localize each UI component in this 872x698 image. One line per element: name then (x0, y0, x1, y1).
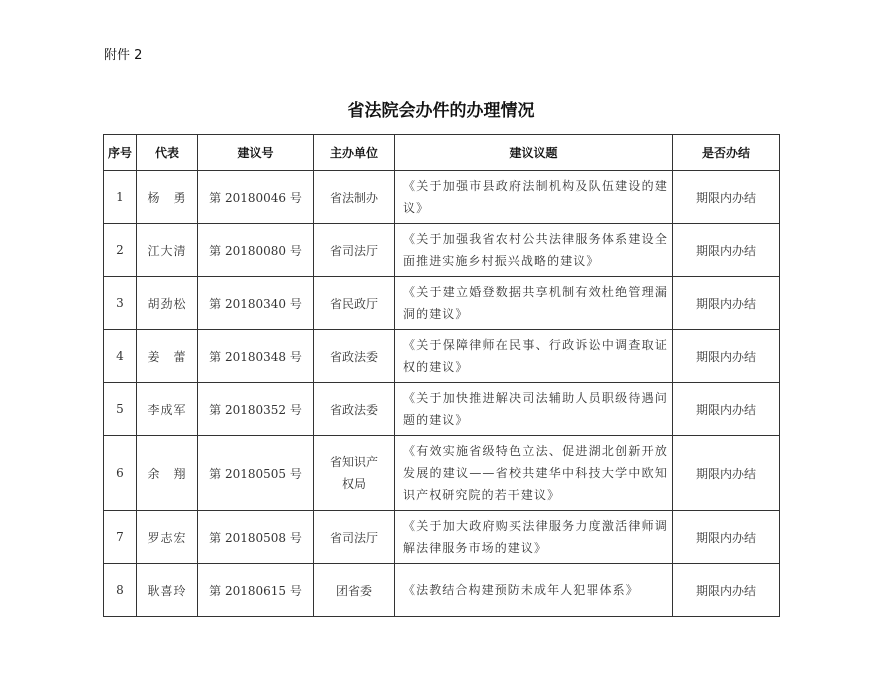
attachment-label: 附件 2 (104, 48, 143, 63)
table-row (104, 171, 780, 224)
header-representative: 代表 (137, 135, 198, 171)
header-lead-unit: 主办单位 (314, 135, 395, 171)
lead-unit-line-2: 权局 (341, 477, 366, 491)
cell-status: 期限内办结 (673, 511, 780, 564)
cell-status: 期限内办结 (673, 383, 780, 436)
cell-topic: 《关于加强我省农村公共法律服务体系建设全面推进实施乡村振兴战略的建议》 (395, 224, 673, 277)
cell-status: 期限内办结 (673, 564, 780, 617)
table-row (104, 564, 780, 617)
document-title: 省法院会办件的办理情况 (347, 101, 535, 121)
table-row (104, 511, 780, 564)
table-row (104, 277, 780, 330)
cell-topic: 《法教结合构建预防未成年人犯罪体系》 (395, 564, 673, 617)
cell-proposal-number: 第 20180348 号 (198, 330, 314, 383)
cell-lead-unit (314, 436, 395, 511)
table-row (104, 436, 780, 511)
proposal-table (103, 134, 780, 617)
cell-lead-unit: 省政法委 (314, 330, 395, 383)
cell-topic: 《关于建立婚登数据共享机制有效杜绝管理漏洞的建议》 (395, 277, 673, 330)
cell-topic: 《关于加快推进解决司法辅助人员职级待遇问题的建议》 (395, 383, 673, 436)
cell-representative: 罗志宏 (137, 511, 198, 564)
lead-unit-line-1: 省知识产 (329, 455, 378, 469)
table-row (104, 383, 780, 436)
cell-topic: 《关于保障律师在民事、行政诉讼中调查取证权的建议》 (395, 330, 673, 383)
cell-seq: 7 (104, 511, 137, 564)
cell-proposal-number: 第 20180352 号 (198, 383, 314, 436)
cell-seq: 1 (104, 171, 137, 224)
cell-seq: 8 (104, 564, 137, 617)
cell-seq: 2 (104, 224, 137, 277)
cell-proposal-number: 第 20180080 号 (198, 224, 314, 277)
cell-representative: 李成军 (137, 383, 198, 436)
cell-representative: 耿喜玲 (137, 564, 198, 617)
cell-seq: 6 (104, 436, 137, 511)
cell-status: 期限内办结 (673, 330, 780, 383)
table-row (104, 330, 780, 383)
cell-topic: 《关于加强市县政府法制机构及队伍建设的建议》 (395, 171, 673, 224)
cell-lead-unit: 省政法委 (314, 383, 395, 436)
cell-representative: 江大清 (137, 224, 198, 277)
cell-status: 期限内办结 (673, 277, 780, 330)
cell-topic: 《关于加大政府购买法律服务力度激活律师调解法律服务市场的建议》 (395, 511, 673, 564)
cell-status: 期限内办结 (673, 224, 780, 277)
table-row (104, 224, 780, 277)
cell-representative: 胡劲松 (137, 277, 198, 330)
cell-lead-unit: 省司法厅 (314, 224, 395, 277)
header-topic: 建议议题 (395, 135, 673, 171)
cell-proposal-number: 第 20180505 号 (198, 436, 314, 511)
table-header-row (104, 135, 780, 171)
cell-proposal-number: 第 20180340 号 (198, 277, 314, 330)
cell-seq: 5 (104, 383, 137, 436)
cell-status: 期限内办结 (673, 436, 780, 511)
cell-proposal-number: 第 20180508 号 (198, 511, 314, 564)
cell-seq: 4 (104, 330, 137, 383)
cell-lead-unit: 省民政厅 (314, 277, 395, 330)
header-status: 是否办结 (673, 135, 780, 171)
cell-proposal-number: 第 20180615 号 (198, 564, 314, 617)
cell-proposal-number: 第 20180046 号 (198, 171, 314, 224)
cell-representative: 姜 蕾 (137, 330, 198, 383)
cell-lead-unit: 省法制办 (314, 171, 395, 224)
cell-representative: 杨 勇 (137, 171, 198, 224)
cell-topic: 《有效实施省级特色立法、促进湖北创新开放发展的建议——省校共建华中科技大学中欧知识产权研究院的若干建议》 (395, 436, 673, 511)
cell-seq: 3 (104, 277, 137, 330)
cell-status: 期限内办结 (673, 171, 780, 224)
cell-representative: 余 翔 (137, 436, 198, 511)
cell-lead-unit: 省司法厅 (314, 511, 395, 564)
header-seq: 序号 (104, 135, 137, 171)
cell-lead-unit: 团省委 (314, 564, 395, 617)
header-proposal-number: 建议号 (198, 135, 314, 171)
